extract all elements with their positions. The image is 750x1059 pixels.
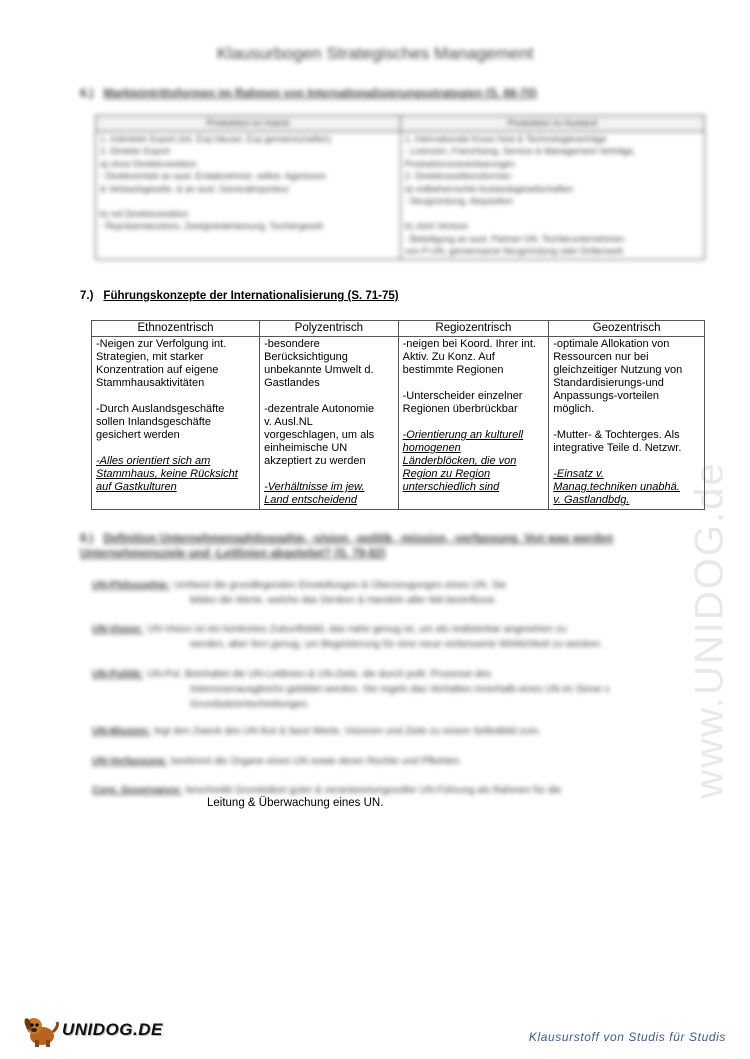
section-6-line: - Lizenzen, Franchising, Service & Management Verträge, <box>404 146 636 156</box>
paragraph-gap <box>96 442 255 455</box>
section-7-table <box>91 320 705 510</box>
cell-text-line: -neigen bei Koord. Ihrer int. <box>402 338 536 350</box>
cell-text-line: Gastlandes <box>264 377 320 389</box>
section-6-col2-header: Produktion im Ausland <box>400 116 704 132</box>
cell-text-line: akzeptiert zu werden <box>264 455 366 467</box>
section-6-table <box>95 115 705 260</box>
definition-text: bestimmt die Organe eines UN sowie deren Rechte und Pflichten <box>171 756 460 767</box>
cell-text-line: gleichzeitiger Nutzung von <box>553 364 683 376</box>
cell-text-line: homogenen <box>402 442 461 454</box>
section-6-col2-cell <box>400 131 704 259</box>
section-6-line: von P-UN, gemeinsame Neugründung oder Drittenwelt <box>404 246 623 256</box>
section-6-number: 6.) <box>80 88 94 100</box>
definition-item <box>92 783 702 798</box>
section-6-line: Produktionsvereinbarungen <box>404 158 515 169</box>
section-6-heading <box>80 88 537 100</box>
watermark: www.UNIDOG.de <box>687 461 732 799</box>
definition-continuation: bilden die Werte, welche das Denken & Handeln aller MA beeinflusst. <box>190 595 497 606</box>
definition-text: UN-Pol. Beinhaltet die UN-Leitlinien & UN-Ziele, die durch polit. Prozesse des <box>147 669 492 680</box>
section-6-col1-header: Produktion im Inland <box>96 116 401 132</box>
paragraph-gap <box>96 390 255 403</box>
cell-text-line: bestimmte Regionen <box>402 364 504 376</box>
section-6-line: - Beteiligung an ausl. Partner-UN, Tochterunternehmen <box>404 233 625 244</box>
cell-text-line: sollen Inlandsgeschäfte <box>96 416 211 428</box>
section-6-col1-cell <box>96 131 401 259</box>
cell-text-line: vorgeschlagen, um als <box>264 429 375 441</box>
cell-text-line: Land entscheidend <box>264 494 358 506</box>
cell-text-line: Standardisierungs-und <box>553 377 664 389</box>
section-6-line: b) Joint Venture <box>404 221 468 231</box>
paragraph-gap <box>403 416 545 429</box>
section-7-number: 7.) <box>80 290 94 302</box>
cell-text-line: -Mutter- & Tochterges. Als <box>553 429 680 441</box>
definition-continuation: Interessenausgleichs gebildet werden. Sie regeln das Verhalten innerhalb eines UN im Sinne v. Grundsatzentscheidungen. <box>190 684 612 710</box>
cell-text-line: -Einsatz v. <box>553 468 604 480</box>
cell-text-line: Länderblöcken, die von <box>402 455 517 467</box>
definition-term: UN-Philosophie: <box>92 580 170 591</box>
definition-item <box>92 622 702 652</box>
section-6-line: a) ohne Direktinvestition <box>100 158 197 169</box>
cell-text-line: Berücksichtigung <box>264 351 348 363</box>
definition-item <box>92 754 702 769</box>
paragraph-gap <box>264 468 394 481</box>
cell-text-line: integrative Teile d. Netzwr. <box>553 442 682 454</box>
column-cell-ethnozentrisch <box>92 337 260 510</box>
section-8-title: Definition Unternehmensphilosophie, -vision, -politik, -mission, -verfassung. Von was werden Unternehmensziele und -Leitlinien abgeleitet? (S. 79-82) <box>80 533 614 560</box>
section-6-line: 2. Direktinvestitionsformen <box>404 171 511 181</box>
last-line: Leitung & Überwachung eines UN. <box>207 797 384 809</box>
section-6-line <box>100 195 396 208</box>
cell-text-line: Manag.techniken unabhä. <box>553 481 680 493</box>
cell-text-line: Ressourcen nur bei <box>553 351 649 363</box>
cell-text-line: -Alles orientiert sich am <box>96 455 211 467</box>
cell-text-line: -optimale Allokation von <box>553 338 670 350</box>
cell-text-line: -Orientierung an kulturell <box>402 429 524 441</box>
column-cell-polyzentrisch <box>260 337 399 510</box>
cell-text-line: -Verhältnisse im jew. <box>264 481 365 493</box>
column-header-geozentrisch: Geozentrisch <box>549 321 705 337</box>
section-6-line <box>405 208 700 221</box>
section-8-number: 8.) <box>80 533 94 545</box>
cell-text-line: Strategien, mit starker <box>96 351 204 363</box>
paragraph-gap <box>264 390 394 403</box>
column-header-ethnozentrisch: Ethnozentrisch <box>92 321 260 337</box>
logo-text: UNIDOG.DE <box>62 1020 163 1039</box>
cell-text-line: v. Ausl.NL <box>264 416 313 428</box>
cell-text-line: gesichert werden <box>96 429 180 441</box>
definition-text: beschreibt Grundsätze guter & verantwortungsvoller UN-Führung als Rahmen für die <box>186 785 562 796</box>
definition-term: Corp. Governance: <box>92 785 183 796</box>
cell-text-line: Stammhaus, keine Rücksicht <box>96 468 238 480</box>
definition-item <box>92 667 702 712</box>
cell-text-line: einheimische UN <box>264 442 348 454</box>
definition-term: UN-Verfassung: <box>92 756 168 767</box>
definition-text: UN-Vision ist ein konkretes Zukunftsbild, das nahe genug ist, um als realisierbar angesehen zu <box>146 624 567 635</box>
cell-text-line: unbekannte Umwelt d. <box>264 364 374 376</box>
section-6-line: 2. Direkter Export <box>100 146 171 156</box>
definition-term: UN-Politik: <box>92 669 144 680</box>
cell-text-line: auf Gastkulturen <box>96 481 177 493</box>
column-header-polyzentrisch: Polyzentrisch <box>260 321 399 337</box>
dog-icon <box>20 1012 60 1048</box>
column-cell-regiozentrisch <box>398 337 549 510</box>
cell-text-line: -Neigen zur Verfolgung int. <box>96 338 227 350</box>
definition-continuation: werden, aber fern genug, um Begeisterung für eine neue verbesserte Wirklichkeit zu wecken. <box>190 639 603 650</box>
definition-item <box>92 724 702 739</box>
cell-text-line: v. Gastlandbdg. <box>553 494 630 506</box>
cell-text-line: Regionen überbrückbar <box>402 403 518 415</box>
paragraph-gap <box>553 416 700 429</box>
cell-text-line: möglich. <box>553 403 595 415</box>
column-header-regiozentrisch: Regiozentrisch <box>398 321 549 337</box>
section-6-line: - Repräsentanzbüro, Zweigniederlassung, Tochtergesell. <box>100 221 325 231</box>
section-6-line: a) vollbeherrschte Auslandsgesellschaften <box>404 183 573 194</box>
section-7-heading <box>80 290 399 302</box>
cell-text-line: Aktiv. Zu Konz. Auf <box>402 351 495 363</box>
section-6-line: 1. Indirekter Export (Int. Exp.häuser, Exp.gemeinschaften) <box>100 133 332 144</box>
paragraph-gap <box>403 377 545 390</box>
section-6-line: b) mit Direktinvestition <box>100 208 189 219</box>
page-title: Klausurbogen Strategisches Management <box>216 44 534 63</box>
section-6-line: - Neugründung, Akquisition <box>404 196 513 206</box>
definition-text: Umfasst die grundlegenden Einstellungen & Überzeugungen eines UN. Sie <box>173 580 507 591</box>
section-6-line: 1. Internationale Know How & Technologieverträge <box>404 133 607 144</box>
cell-text-line: Anpassungs-vorteilen <box>553 390 660 402</box>
section-6-line: - Direktvertrieb an ausl. Endabnehmer, selbst. Agenturen <box>100 171 327 181</box>
cell-text-line: Region zu Region <box>402 468 491 480</box>
paragraph-gap <box>553 455 700 468</box>
cell-text-line: Konzentration auf eigene <box>96 364 219 376</box>
section-6-title: Markteintrittsformen im Rahmen von Internationalisierungsstrategien (S. 66-70) <box>103 88 537 100</box>
section-6-line: & Verkaufsgesells. & an ausl. Generalimporteur <box>100 183 290 194</box>
definition-term: UN-Vision: <box>92 624 143 635</box>
footer-tagline: Klausurstoff von Studis für Studis <box>528 1030 726 1044</box>
column-cell-geozentrisch <box>549 337 705 510</box>
cell-text-line: -besondere <box>264 338 320 350</box>
cell-text-line: -Unterscheider einzelner <box>402 390 523 402</box>
cell-text-line: Stammhausaktivitäten <box>96 377 205 389</box>
cell-text-line: -dezentrale Autonomie <box>264 403 375 415</box>
cell-text-line: -Durch Auslandsgeschäfte <box>96 403 225 415</box>
footer-logo[interactable] <box>20 1012 163 1048</box>
section-7-title: Führungskonzepte der Internationalisierung (S. 71-75) <box>103 290 399 302</box>
definition-term: UN-Mission: <box>92 726 151 737</box>
cell-text-line: unterschiedlich sind <box>402 481 500 493</box>
definition-item <box>92 578 702 608</box>
definition-text: legt den Zweck des UN fest & fasst Werte, Visionen und Ziele zu einem Selbstbild zum. <box>154 726 541 737</box>
section-8-heading <box>80 532 680 562</box>
